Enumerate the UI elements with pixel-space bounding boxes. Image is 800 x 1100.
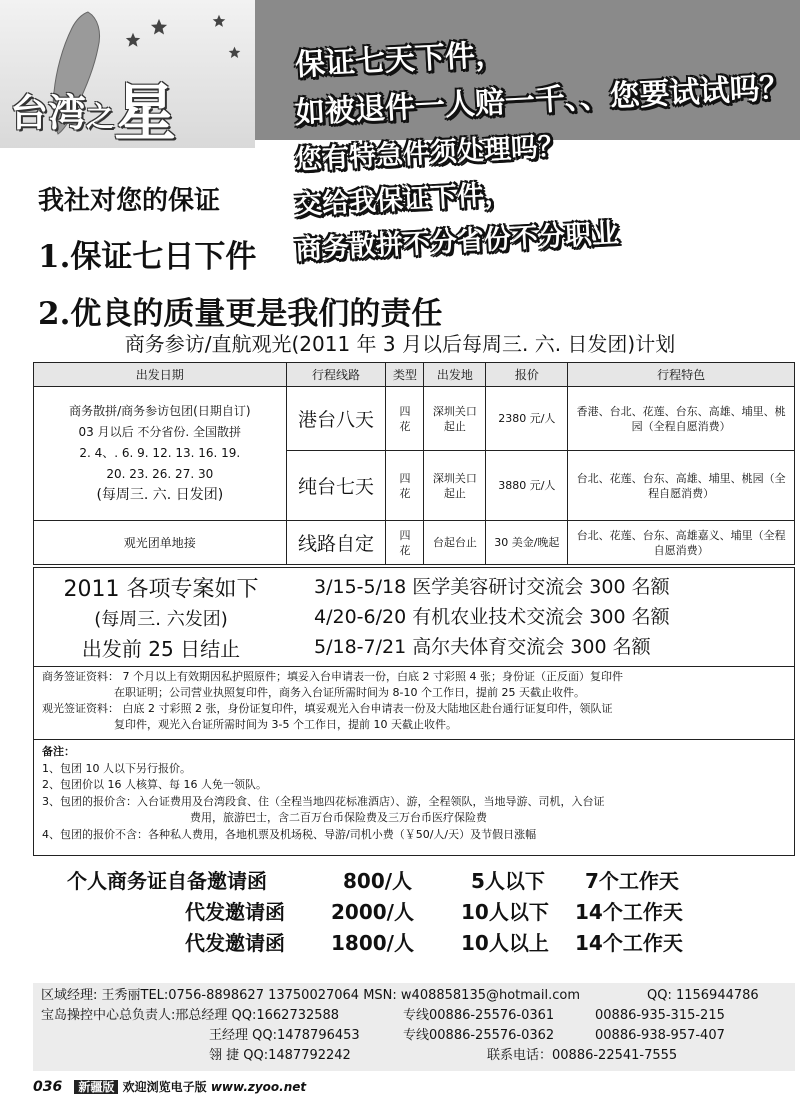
- project-item: 4/20-6/20 有机农业技术交流会 300 名额: [314, 606, 670, 628]
- table-row: [34, 521, 795, 565]
- contact-general-manager: 宝岛操控中心总负责人:邢总经理 QQ:1662732588: [41, 1008, 340, 1023]
- note-item: 2、包团价以 16 人核算、每 16 人免一领队。: [42, 778, 267, 791]
- projects-summary: [34, 568, 288, 666]
- contact-section: [33, 983, 795, 1071]
- tour-visa-line-1: 观光签证资料： 白底 2 寸彩照 2 张，身份证复印件，填妥观光入台申请表一份及大陆地区赴台通行证复印件，领队证: [42, 702, 613, 715]
- projects-title: 2011 各项专案如下: [63, 577, 259, 602]
- column-header: 行程特色: [568, 363, 795, 387]
- contact-qq: QQ: 1156944786: [647, 988, 759, 1003]
- contact-row: [41, 986, 787, 1006]
- footer-text: 欢迎浏览电子版: [122, 1080, 207, 1094]
- projects-subtitle: (每周三. 六发团): [94, 609, 228, 630]
- features-cell: 台北、花莲、台东、高雄、埔里、桃园（全程自愿消费）: [568, 451, 795, 521]
- guarantee-item-2: 2.优良的质量更是我们的责任: [38, 296, 443, 332]
- contact-row: [41, 1006, 787, 1026]
- slogan-3: 您有特急件须处理吗？: [294, 130, 566, 176]
- pricing-row: [33, 927, 795, 958]
- plan-title: 商务参访/直航观光(2011 年 3 月以后每周三. 六. 日发团)计划: [124, 332, 676, 356]
- pricing-price: 800/人: [343, 869, 413, 893]
- column-header: 类型: [386, 363, 424, 387]
- project-item: 3/15-5/18 医学美容研讨交流会 300 名额: [314, 576, 670, 598]
- star-icon: [150, 18, 168, 36]
- pricing-price: 2000/人: [331, 900, 414, 924]
- pricing-item: 代发邀请函: [185, 931, 285, 955]
- logo-part1: 台湾: [10, 91, 87, 135]
- pricing-item: 个人商务证自备邀请函: [67, 869, 267, 893]
- contact-regional-manager: 区域经理: 王秀丽TEL:0756-8898627 13750027064 MSN: w408858135@hotmail.com: [41, 988, 581, 1003]
- guarantee-section: [38, 180, 442, 345]
- route-cell: 纯台七天: [286, 451, 386, 521]
- slogan-1: 保证七天下件，: [294, 37, 506, 83]
- route-cell: 线路自定: [286, 521, 386, 565]
- contact-hotline: 专线00886-25576-0362: [403, 1028, 555, 1043]
- pricing-days: 7个工作天: [585, 869, 679, 893]
- pricing-row: [33, 865, 795, 896]
- guarantee-title: 我社对您的保证: [38, 186, 221, 216]
- itinerary-table: [33, 362, 795, 565]
- footer-url[interactable]: www.zyoo.net: [210, 1080, 307, 1094]
- date-line: 2. 4、. 6. 9. 12. 13. 16. 19.: [79, 446, 241, 460]
- logo-part3: 星: [114, 76, 177, 149]
- logo-part2: 之: [86, 100, 115, 133]
- date-line: (每周三. 六. 日发团): [96, 487, 224, 503]
- column-header: 出发地: [424, 363, 486, 387]
- pricing-row: [33, 896, 795, 927]
- note-item: 3、包团的报价含：入台证费用及台湾段食、住（全程当地四花标准酒店）、游，全程领队，当地导游、司机，入台证: [42, 794, 605, 808]
- pricing-price: 1800/人: [331, 931, 414, 955]
- price-cell: 30 美金/晚起: [486, 521, 568, 565]
- slogan-4: 交给我保证下件，: [294, 178, 512, 221]
- type-cell: 四花: [386, 521, 424, 565]
- type-cell: 四花: [386, 451, 424, 521]
- date-cell: [34, 387, 287, 521]
- page-footer: [33, 1078, 795, 1098]
- pricing-days: 14个工作天: [575, 931, 683, 955]
- logo-area: [0, 0, 255, 148]
- contact-ling-jie: 翎 捷 QQ:1487792242: [209, 1048, 351, 1063]
- contact-row: [41, 1046, 787, 1066]
- star-icon: [212, 14, 226, 28]
- contact-mobile: 00886-938-957-407: [595, 1028, 725, 1043]
- date-line: 03 月以后 不分省份. 全国散拼: [78, 425, 242, 439]
- column-header: 行程线路: [286, 363, 386, 387]
- date-line: 20. 23. 26. 27. 30: [106, 467, 214, 481]
- date-cell: 观光团单地接: [34, 521, 287, 565]
- notes-section: [33, 740, 795, 856]
- pricing-list: [33, 865, 795, 958]
- column-header: 出发日期: [34, 363, 287, 387]
- visa-requirements: [33, 667, 795, 740]
- page-number: 036: [33, 1079, 63, 1095]
- star-icon: [228, 46, 241, 59]
- table-row: [34, 387, 795, 451]
- route-cell: 港台八天: [286, 387, 386, 451]
- features-cell: 台北、花莲、台东、高雄嘉义、埔里（全程自愿消费）: [568, 521, 795, 565]
- contact-row: [41, 1026, 787, 1046]
- pricing-group: 10人以下: [461, 900, 549, 924]
- features-cell: 香港、台北、花莲、台东、高雄、埔里、桃园（全程自愿消费）: [568, 387, 795, 451]
- price-cell: 2380 元/人: [486, 387, 568, 451]
- edition-badge: 新疆版: [74, 1080, 118, 1094]
- table-header-row: [34, 363, 795, 387]
- origin-cell: 深圳关口起止: [424, 451, 486, 521]
- price-cell: 3880 元/人: [486, 451, 568, 521]
- type-cell: 四花: [386, 387, 424, 451]
- projects-list: [314, 572, 670, 662]
- logo: [10, 55, 177, 149]
- contact-mobile: 00886-935-315-215: [595, 1008, 725, 1023]
- contact-manager-wang: 王经理 QQ:1478796453: [209, 1028, 360, 1043]
- guarantee-item-1: 1.保证七日下件: [38, 239, 257, 275]
- column-header: 报价: [486, 363, 568, 387]
- contact-hotline: 专线00886-25576-0361: [403, 1008, 555, 1023]
- notes-title: 备注：: [42, 745, 75, 758]
- pricing-group: 5人以下: [471, 869, 545, 893]
- contact-phone: 联系电话：00886-22541-7555: [487, 1048, 678, 1063]
- note-item: 费用，旅游巴士，含二百万台币保险费及三万台币医疗保险费: [190, 811, 487, 824]
- pricing-group: 10人以上: [461, 931, 549, 955]
- slogan-2: 如被退件一人赔一千、、您要试试吗？: [294, 70, 791, 131]
- projects-deadline: 出发前 25 日结止: [81, 637, 241, 661]
- pricing-item: 代发邀请函: [185, 900, 285, 924]
- tour-visa-line-2: 复印件，观光入台证所需时间为 3-5 个工作日，提前 10 天截止收件。: [114, 718, 457, 731]
- note-item: 1、包团 10 人以下另行报价。: [42, 761, 191, 775]
- pricing-days: 14个工作天: [575, 900, 683, 924]
- note-item: 4、包团的报价不含：各种私人费用，各地机票及机场税、导游/司机小费（￥50/人/天）及节假日涨幅: [42, 827, 537, 841]
- origin-cell: 台起台止: [424, 521, 486, 565]
- origin-cell: 深圳关口起止: [424, 387, 486, 451]
- slogan-5: 商务散拼不分省份不分职业: [294, 218, 620, 266]
- business-visa-line-2: 在职证明；公司营业执照复印件，商务入台证所需时间为 8-10 个工作日，提前 25 天截止收件。: [114, 686, 585, 699]
- business-visa-line-1: 商务签证资料： 7 个月以上有效期因私护照原件；填妥入台申请表一份，白底 2 寸彩照 4 张；身份证（正反面）复印件: [42, 670, 623, 683]
- date-line: 商务散拼/商务参访包团(日期自订): [69, 404, 251, 418]
- projects-section: [33, 567, 795, 667]
- star-icon: [125, 32, 141, 48]
- project-item: 5/18-7/21 高尔夫体育交流会 300 名额: [314, 636, 651, 658]
